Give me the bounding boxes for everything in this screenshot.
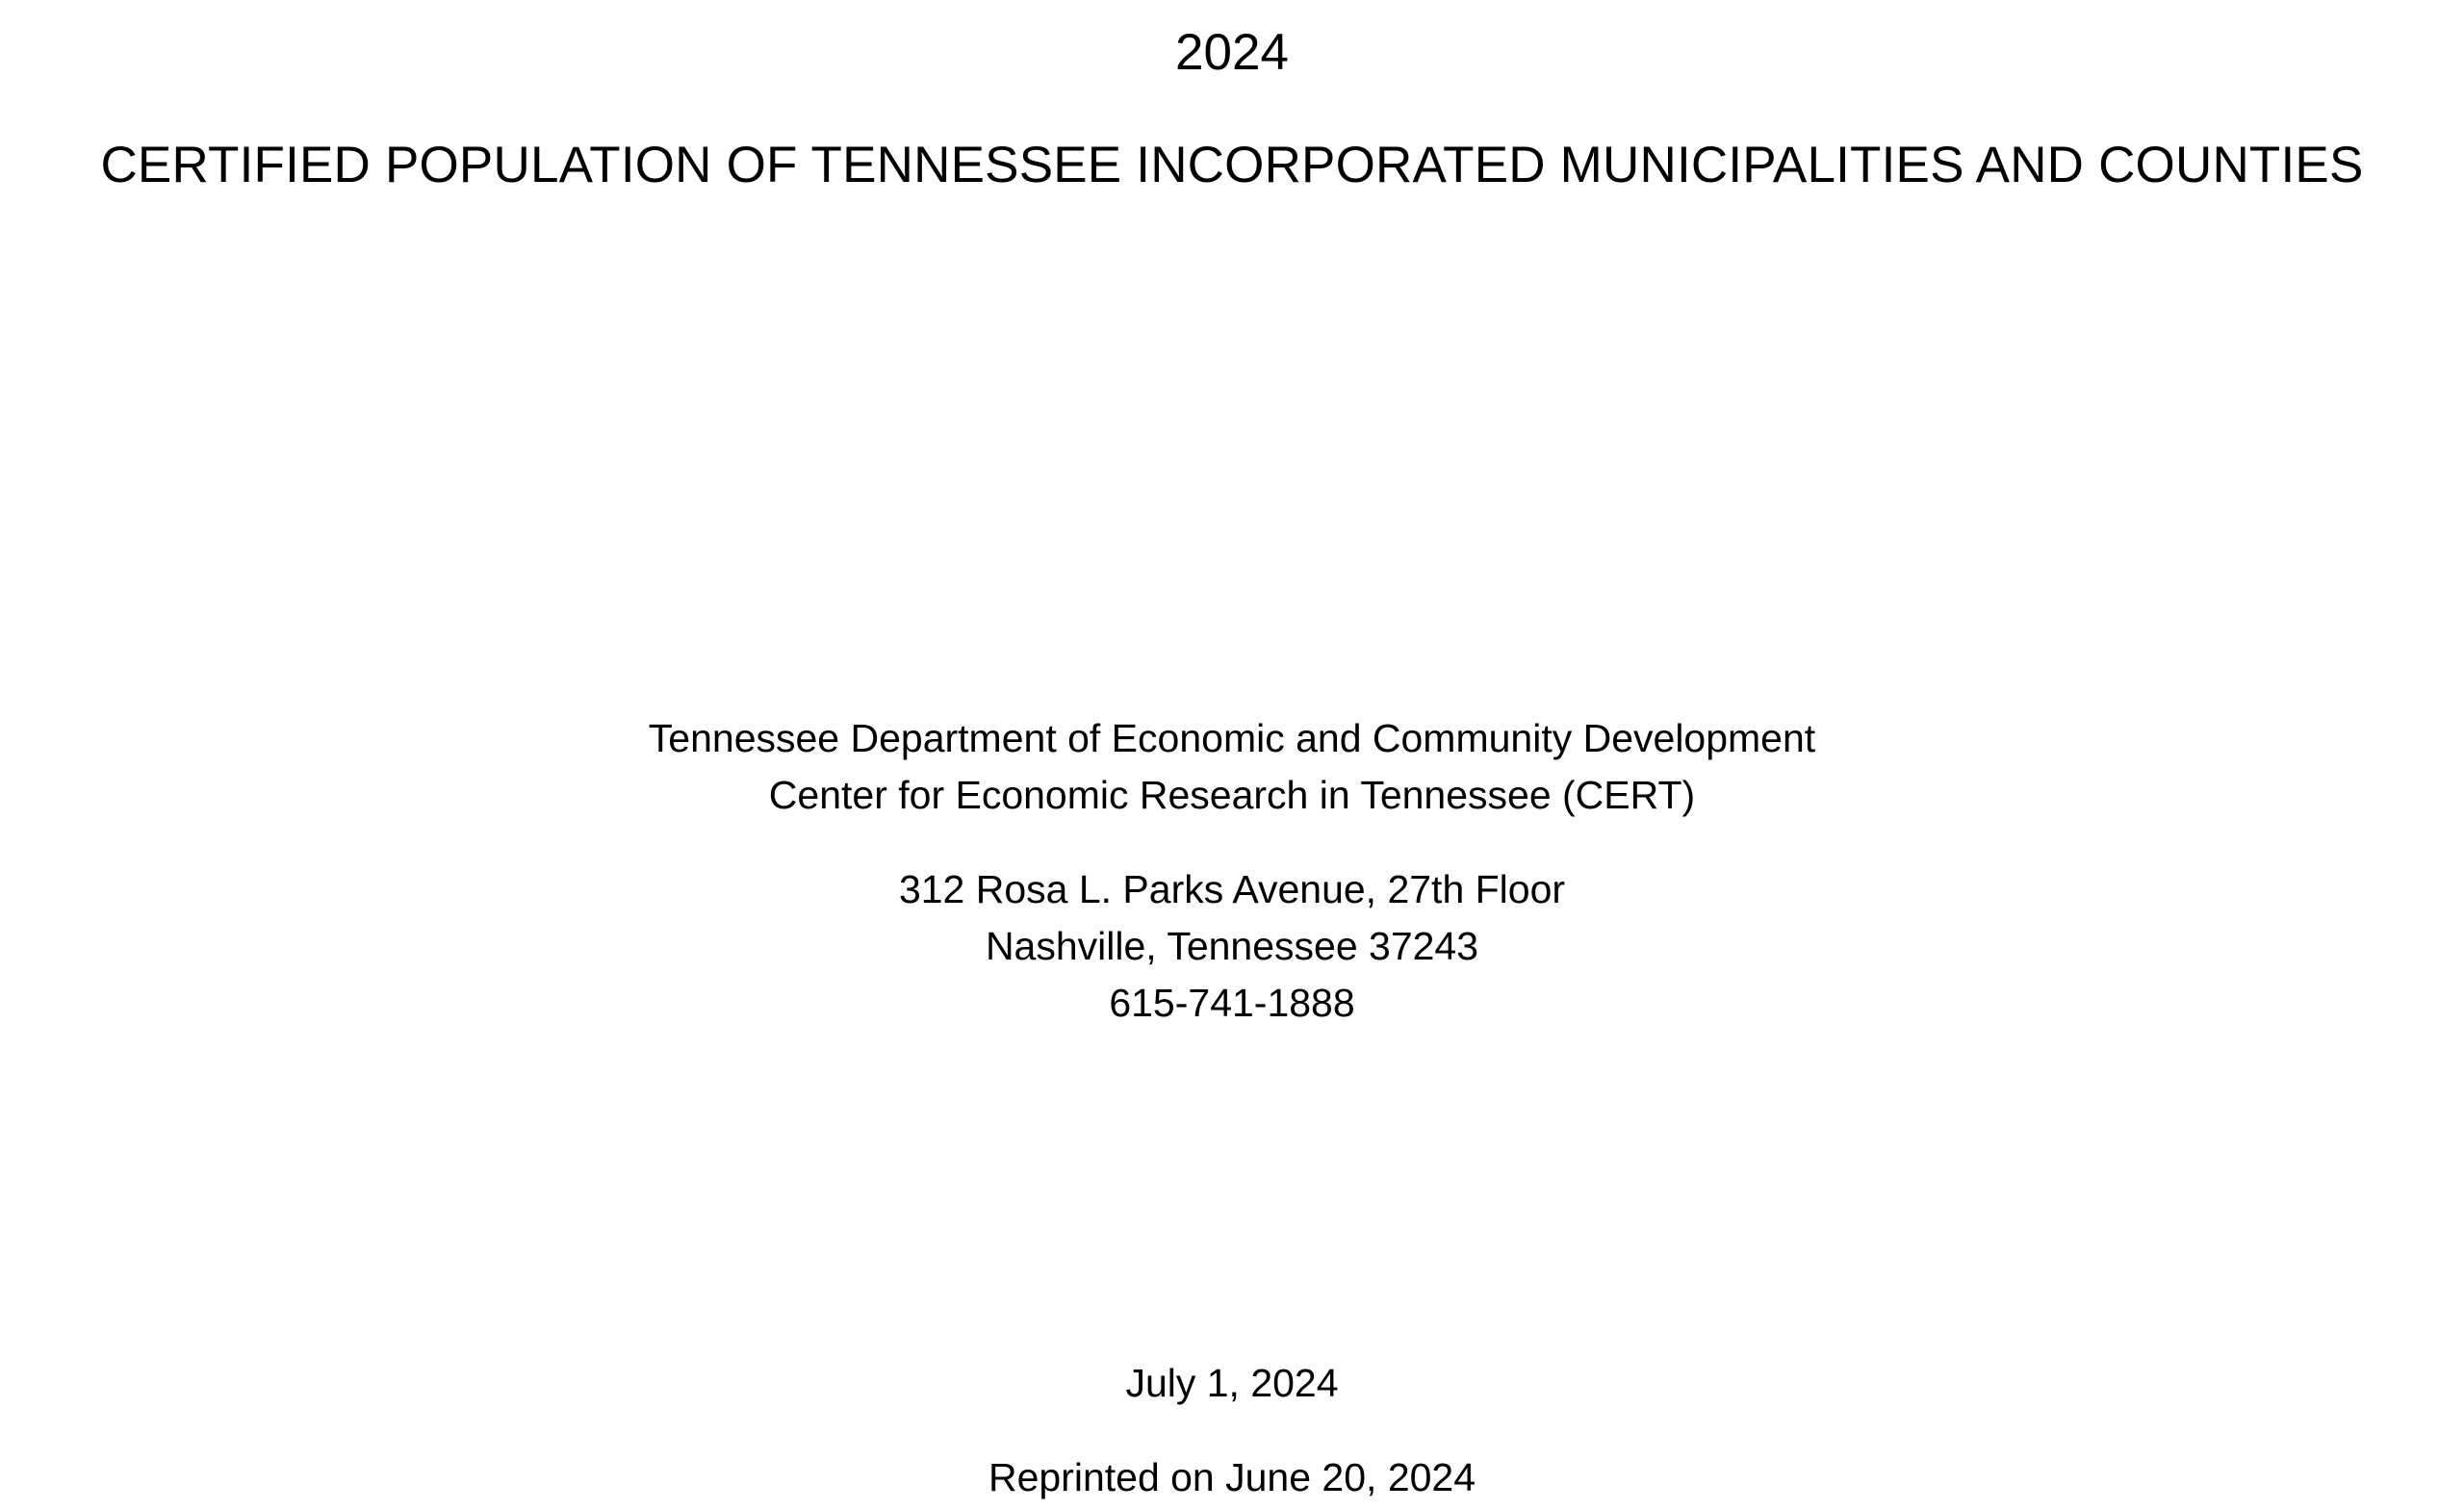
reprint-note: Reprinted on June 20, 2024 xyxy=(988,1455,1476,1499)
document-year: 2024 xyxy=(1175,24,1289,81)
center-name: Center for Economic Research in Tennessee (CERT) xyxy=(768,773,1696,817)
phone-number: 615-741-1888 xyxy=(1109,981,1355,1025)
publication-date: July 1, 2024 xyxy=(1125,1361,1339,1405)
street-address: 312 Rosa L. Parks Avenue, 27th Floor xyxy=(898,867,1566,911)
department-name: Tennessee Department of Economic and Community Development xyxy=(648,716,1816,760)
city-state-zip: Nashville, Tennessee 37243 xyxy=(985,924,1479,968)
document-title: CERTIFIED POPULATION OF TENNESSEE INCORPORATED MUNICIPALITIES AND COUNTIES xyxy=(100,137,2364,193)
